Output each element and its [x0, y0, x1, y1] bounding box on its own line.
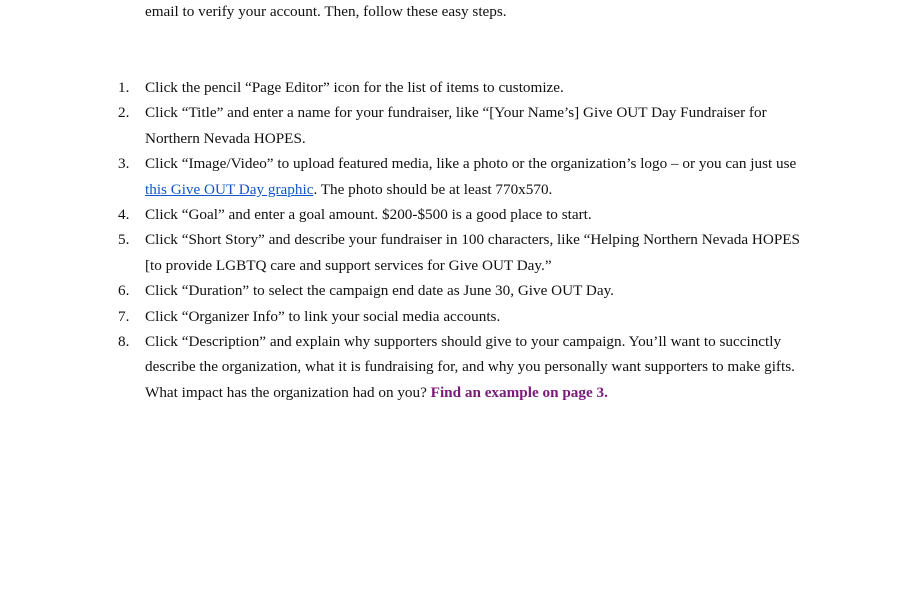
intro-text: email to verify your account. Then, follow these easy steps.	[145, 3, 507, 20]
list-item	[0, 75, 900, 100]
list-item	[0, 329, 900, 405]
list-item	[0, 227, 900, 278]
list-item	[0, 151, 900, 202]
step-text: Click “Title” and enter a name for your fundraiser, like “[Your Name’s] Give OUT Day Fundraiser for Northern Nevada HOPES.	[145, 104, 767, 147]
step-text: Click “Description” and explain why supporters should give to your campaign. You’ll want to succinctly describe the organization, what it is fundraising for, and why you personally want supporters to make gifts. What impact has the organization had on you?	[145, 333, 795, 401]
step-text: Click “Organizer Info” to link your social media accounts.	[145, 307, 501, 325]
step-number: 7.	[118, 307, 130, 325]
list-item	[0, 278, 900, 303]
step-number: 5.	[118, 231, 130, 249]
step-text: Click “Duration” to select the campaign end date as June 30, Give OUT Day.	[145, 282, 614, 300]
step-number: 2.	[118, 104, 130, 122]
step-number: 1.	[118, 79, 130, 96]
step-number: 8.	[118, 333, 130, 351]
step-text: Click “Short Story” and describe your fundraiser in 100 characters, like “Helping Northern Nevada HOPES [to provide LGBTQ care and support services for Give OUT Day.”	[145, 231, 800, 274]
list-item	[0, 304, 900, 329]
list-item	[0, 202, 900, 227]
step-number: 6.	[118, 282, 130, 300]
step-number: 3.	[118, 155, 130, 173]
give-out-day-graphic-link[interactable]: this Give OUT Day graphic	[145, 180, 314, 198]
steps-list	[0, 75, 900, 405]
example-reference: Find an example on page 3.	[430, 383, 608, 401]
step-number: 4.	[118, 206, 130, 224]
list-item	[0, 100, 900, 151]
step-text: Click the pencil “Page Editor” icon for the list of items to customize.	[145, 79, 564, 96]
step-text-after-link: . The photo should be at least 770x570.	[313, 180, 553, 198]
step-text-before-link: Click “Image/Video” to upload featured media, like a photo or the organization’s logo – or you can just use	[145, 155, 797, 173]
step-text: Click “Goal” and enter a goal amount. $200-$500 is a good place to start.	[145, 206, 592, 224]
